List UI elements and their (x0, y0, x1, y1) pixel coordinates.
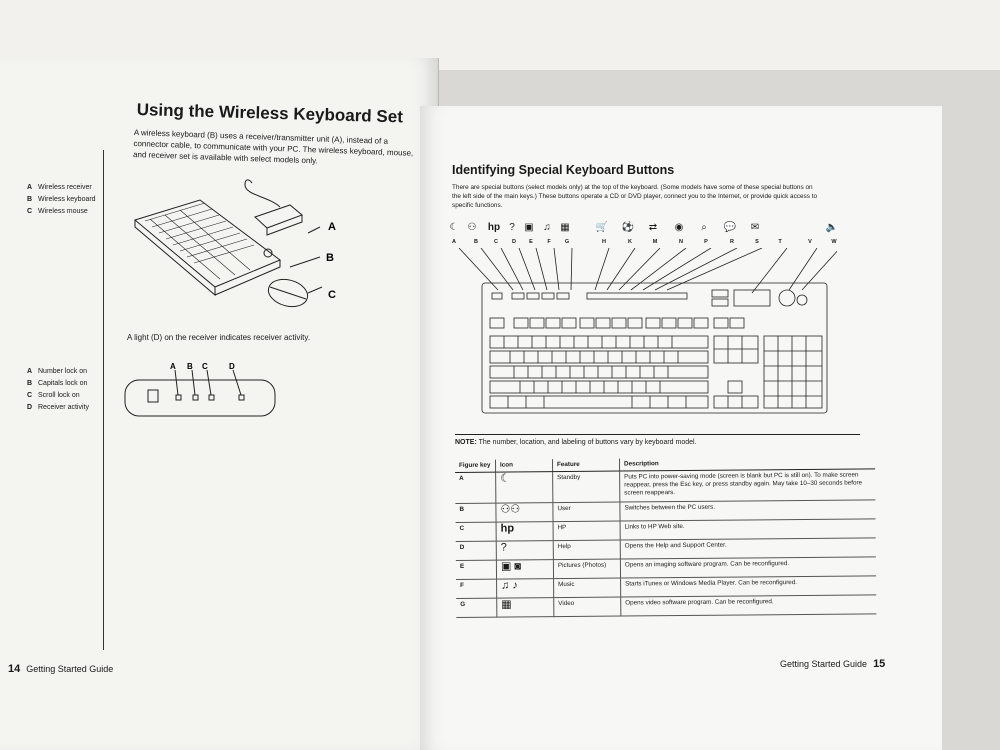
callout-key: V (808, 239, 812, 245)
music-icon: ♫ ♪ (497, 579, 554, 598)
sports-icon: ⚽ (621, 222, 635, 233)
left-page-number: 14 (8, 663, 21, 675)
table-row (455, 469, 875, 504)
callout-key: B (474, 239, 478, 245)
help-icon: ? (509, 222, 515, 233)
music-icon: ♫ (543, 222, 551, 233)
special-buttons-callouts (447, 222, 847, 248)
row-feature: User (553, 502, 620, 522)
col-feature: Feature (552, 459, 619, 472)
left-page-footer (8, 663, 113, 675)
video-icon: ▦ (560, 222, 570, 233)
col-icon: Icon (495, 459, 552, 472)
chat-icon: 💬 (723, 222, 737, 233)
note-text: The number, location, and labeling of buttons vary by keyboard model. (478, 439, 697, 446)
right-page-title: Identifying Special Keyboard Buttons (452, 163, 675, 177)
figure-label-b: B (326, 252, 334, 264)
left-footer-text: Getting Started Guide (26, 664, 114, 674)
receiver-label-b: B (187, 362, 193, 371)
row-feature: Standby (553, 471, 620, 503)
note (455, 439, 697, 446)
receiver-illustration (120, 358, 290, 428)
callout-key: G (564, 239, 570, 245)
left-page-intro: A wireless keyboard (B) uses a receiver/transmitter unit (A), instead of a connector cable, to communicate with your PC. The wireless keyboard, mouse, and receiver set is available with select models only. (132, 127, 414, 166)
right-page-number: 15 (873, 658, 886, 670)
row-description: Puts PC into power-saving mode (screen is blank but PC is still on). To make screen reappear, press the Esc key, or press standby again. May take 10–30 seconds before screen reappears. (620, 469, 876, 502)
row-key: C (456, 522, 497, 541)
hp-icon: hp (496, 522, 553, 541)
video-icon: ▦ (497, 598, 554, 617)
note-label: NOTE: (455, 439, 477, 446)
legend-item: A Number lock on (27, 368, 88, 375)
receiver-label-a: A (170, 362, 176, 371)
row-feature: Pictures (Photos) (553, 559, 620, 579)
right-page-intro: There are special buttons (select models only) at the top of the keyboard. (Some models have some of these special buttons on the left side of the main keys.) These buttons operate a CD or DVD player, connect you to the Internet, or provide quick access to specific functions. (452, 184, 818, 209)
row-key: G (456, 598, 497, 617)
row-description: Starts iTunes or Windows Media Player. Can be reconfigured. (621, 576, 877, 597)
row-description: Switches between the PC users. (620, 500, 876, 521)
receiver-caption: A light (D) on the receiver indicates receiver activity. (127, 333, 311, 342)
standby-icon: ☾ (449, 222, 459, 233)
user-icon: ⚇ (467, 222, 477, 233)
callout-key: W (831, 239, 837, 245)
pictures-icon: ▣ (524, 222, 534, 233)
col-figure-key: Figure key (455, 460, 496, 473)
row-key: E (456, 560, 497, 579)
keyboard-diagram (452, 248, 837, 418)
row-description: Opens the Help and Support Center. (620, 538, 876, 559)
row-description: Opens video software program. Can be reconfigured. (621, 595, 877, 616)
receiver-label-d: D (229, 362, 235, 371)
callout-key: M (652, 239, 658, 245)
callout-key: T (778, 239, 782, 245)
volume-icon: 🔈 (825, 222, 839, 233)
row-key: F (456, 579, 497, 598)
legend-item: D Receiver activity (27, 404, 89, 411)
main-key-rows (490, 336, 822, 408)
help-icon: ? (496, 541, 553, 560)
callout-key: S (755, 239, 759, 245)
row-description: Opens an imaging software program. Can be reconfigured. (620, 557, 876, 578)
search-icon: ⌕ (701, 222, 707, 233)
row-key: B (455, 503, 496, 522)
right-footer-text: Getting Started Guide (780, 659, 868, 669)
row-feature: HP (553, 521, 620, 541)
figure-label-a: A (328, 221, 336, 233)
callout-key: K (628, 239, 632, 245)
callout-key: P (704, 239, 708, 245)
wireless-keyboard-illustration (130, 175, 360, 325)
legend-item: A Wireless receiver (27, 184, 92, 191)
row-feature: Help (553, 540, 620, 560)
callout-key: F (547, 239, 551, 245)
mail-icon: ✉ (750, 222, 760, 233)
left-page-title: Using the Wireless Keyboard Set (136, 100, 404, 127)
row-feature: Music (554, 578, 621, 598)
margin-rule (103, 150, 104, 650)
pictures-icon: ▣ ◙ (496, 560, 553, 579)
legend-item: B Capitals lock on (27, 380, 88, 387)
callout-key: N (679, 239, 683, 245)
callout-key: H (602, 239, 606, 245)
receiver-label-c: C (202, 362, 208, 371)
hp-icon: hp (487, 222, 501, 233)
special-buttons-table (455, 456, 876, 618)
connect-icon: ◉ (674, 222, 684, 233)
row-description: Links to HP Web site. (620, 519, 876, 540)
table-row (456, 595, 876, 618)
figure-label-c: C (328, 289, 336, 301)
standby-icon: ☾ (496, 472, 553, 503)
user-icon: ⚇⚇ (496, 503, 553, 522)
legend-item: C Wireless mouse (27, 208, 88, 215)
section-divider (455, 434, 860, 435)
callout-key: C (494, 239, 498, 245)
wireless-set-legend (27, 182, 96, 218)
row-key: A (455, 472, 496, 503)
finance-icon: ⇄ (648, 222, 658, 233)
callout-key: R (730, 239, 734, 245)
row-key: D (456, 541, 497, 560)
callout-key: D (512, 239, 516, 245)
col-description: Description (619, 456, 875, 471)
receiver-lights-legend (27, 366, 89, 414)
right-page-footer (780, 658, 885, 670)
shopping-icon: 🛒 (595, 222, 609, 233)
callout-key: A (452, 239, 456, 245)
legend-item: B Wireless keyboard (27, 196, 96, 203)
callout-key: E (529, 239, 533, 245)
legend-item: C Scroll lock on (27, 392, 80, 399)
row-feature: Video (554, 597, 621, 617)
